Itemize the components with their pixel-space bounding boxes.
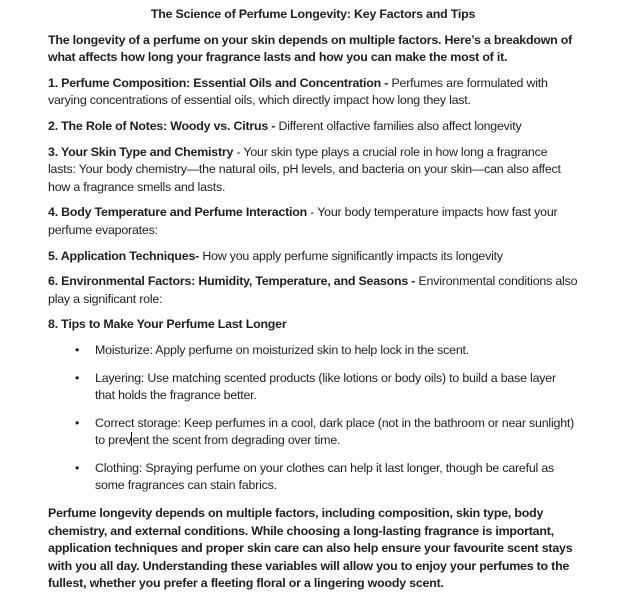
conclusion-paragraph[interactable]: Perfume longevity depends on multiple factors, including composition, skin type, body chemistry, and external conditions. While choosing a long-lasting fragrance is important, application techniques and proper skin care can also help ensure your favourite scent stays with you all day. Understanding these variables will allow you to enjoy your perfumes to the fullest, whether you prefer a fleeting floral or a lingering woody scent. bbox=[48, 506, 573, 591]
intro-paragraph[interactable]: The longevity of a perfume on your skin depends on multiple factors. Here’s a breakdown of what affects how long your fragrance lasts and how you can make the most of it. bbox=[48, 32, 573, 65]
section-body: Environmental conditions also play a significant role: bbox=[48, 274, 578, 306]
list-item-text: ent the scent from degrading over time. bbox=[132, 433, 341, 448]
section-paragraph-3[interactable] bbox=[48, 144, 578, 197]
section-heading: 1. Perfume Composition: Essential Oils and Concentration - bbox=[48, 75, 389, 90]
list-item-clothing[interactable] bbox=[95, 460, 578, 495]
section-heading: 6. Environmental Factors: Humidity, Temperature, and Seasons - bbox=[48, 274, 416, 289]
section-body: How you apply perfume significantly impacts its longevity bbox=[199, 248, 503, 263]
list-item-text: Layering: Use matching scented products (like lotions or body oils) to build a base layer that holds the fragrance better. bbox=[95, 370, 556, 403]
tips-list bbox=[48, 342, 578, 495]
section-paragraph-5[interactable] bbox=[48, 248, 578, 266]
list-item-text: Moisturize: Apply perfume on moisturized skin to help lock in the scent. bbox=[95, 342, 470, 357]
section-paragraph-6[interactable] bbox=[48, 273, 578, 308]
section-paragraph-1[interactable] bbox=[48, 75, 578, 110]
section-heading: 5. Application Techniques- bbox=[48, 248, 200, 263]
list-item-text: Clothing: Spraying perfume on your clothes can help it last longer, though be careful as some fragrances can stain fabrics. bbox=[95, 460, 555, 493]
list-item-moisturize[interactable] bbox=[95, 342, 578, 360]
tips-heading[interactable]: 8. Tips to Make Your Perfume Last Longer bbox=[48, 317, 287, 332]
section-heading: 4. Body Temperature and Perfume Interaction bbox=[48, 205, 308, 220]
section-paragraph-2[interactable] bbox=[48, 118, 578, 136]
section-body: - Your skin type plays a crucial role in how long a fragrance lasts: Your body chemistry—the natural oils, pH levels, and bacteria on your skin—can also affect how a fragrance smells and lasts. bbox=[48, 144, 561, 194]
list-item-correct-storage[interactable] bbox=[95, 415, 578, 450]
section-body: Different olfactive families also affect longevity bbox=[275, 118, 522, 133]
section-heading: 2. The Role of Notes: Woody vs. Citrus - bbox=[48, 118, 276, 133]
list-item-text: Correct storage: Keep perfumes in a cool, dark place (not in the bathroom or near sunlight) to prev bbox=[95, 415, 575, 448]
section-body: Perfumes are formulated with varying concentrations of essential oils, which directly impact how long they last. bbox=[48, 75, 548, 108]
section-body: - Your body temperature impacts how fast your perfume evaporates: bbox=[48, 205, 558, 237]
section-heading: 3. Your Skin Type and Chemistry bbox=[48, 144, 234, 159]
section-paragraph-4[interactable] bbox=[48, 204, 578, 239]
list-item-layering[interactable] bbox=[95, 370, 578, 405]
document-title[interactable]: The Science of Perfume Longevity: Key Factors and Tips bbox=[150, 7, 476, 21]
